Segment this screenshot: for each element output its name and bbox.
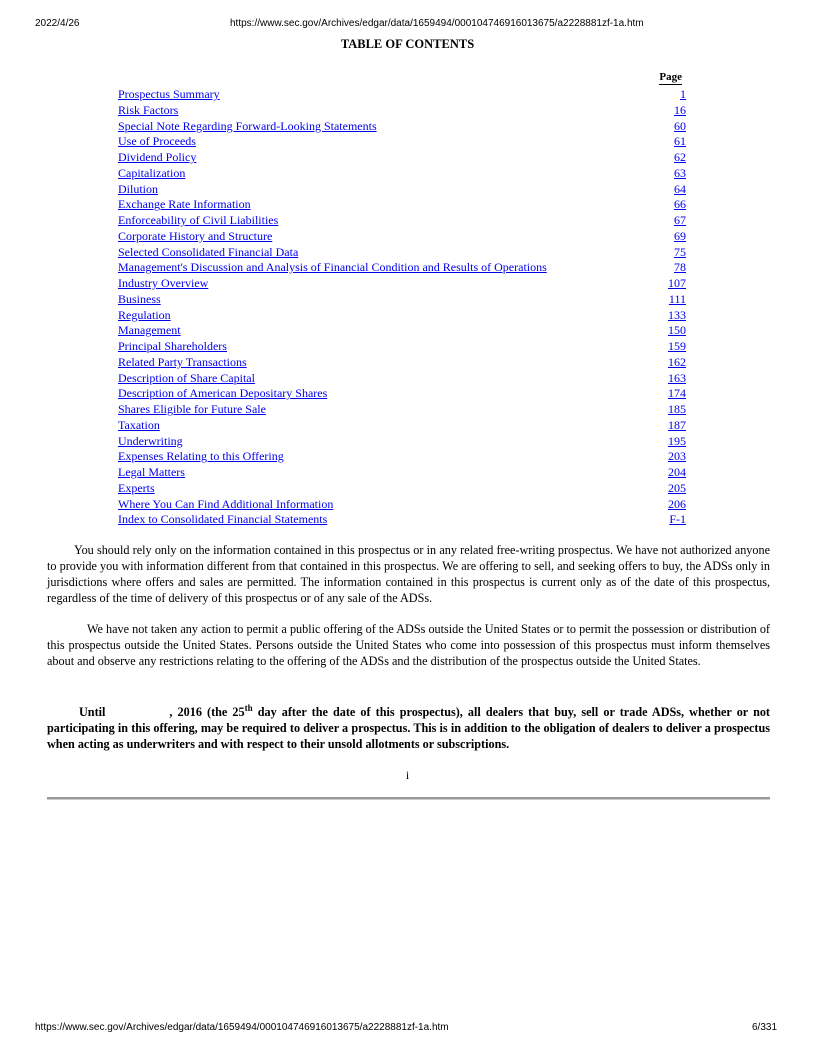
notice-start: Until (79, 705, 106, 719)
toc-page-link[interactable]: 159 (668, 339, 686, 353)
toc-page-link[interactable]: 150 (668, 323, 686, 338)
ordinal-suffix: th (244, 702, 253, 713)
toc-entry (118, 150, 686, 166)
toc-link[interactable]: Use of Proceeds (118, 134, 196, 149)
toc-page-link[interactable]: 63 (674, 165, 686, 180)
toc-page-link[interactable]: 107 (668, 276, 686, 290)
print-page-count: 6/331 (752, 1022, 778, 1033)
toc-link[interactable]: Business (118, 291, 161, 306)
toc-link[interactable]: Management's Discussion and Analysis of Financial Condition and Results of Operations (118, 260, 547, 275)
toc-entry (118, 182, 686, 198)
toc-entry (118, 197, 686, 213)
paragraph-text: We have not taken any action to permit a public offering of the ADSs outside the United States or to permit the possession or distribution of this prospectus outside the United States. Persons outside the United States who come into possession of this prospectus must inform themselves about and observe any restrictions relating to the offering of the ADSs and the distribution of the prospectus outside the United States. (47, 622, 770, 668)
toc-entry (118, 418, 686, 434)
toc-link[interactable]: Dividend Policy (118, 150, 197, 164)
toc-entry (118, 119, 686, 135)
toc-link[interactable]: Taxation (118, 417, 160, 432)
toc-link[interactable]: Where You Can Find Additional Information (118, 496, 334, 511)
toc-link[interactable]: Expenses Relating to this Offering (118, 449, 284, 464)
toc-page-link[interactable]: 16 (674, 102, 686, 117)
toc-link[interactable]: Shares Eligible for Future Sale (118, 402, 266, 416)
toc-entry (118, 87, 686, 103)
toc-page-link[interactable]: 185 (668, 402, 686, 416)
page-url-footer: https://www.sec.gov/Archives/edgar/data/1659494/000104746916013675/a2228881zf-1a.htm (35, 1022, 449, 1033)
toc-link[interactable]: Special Note Regarding Forward-Looking Statements (118, 118, 377, 133)
toc-link[interactable]: Exchange Rate Information (118, 197, 251, 212)
toc-page-link[interactable]: 204 (668, 465, 686, 479)
toc-link[interactable]: Related Party Transactions (118, 354, 247, 369)
dealer-prospectus-notice (47, 704, 770, 752)
toc-entry (118, 481, 686, 497)
toc-entry (118, 402, 686, 418)
toc-page-link[interactable]: 75 (674, 244, 686, 259)
toc-page-link[interactable]: 195 (668, 433, 686, 448)
toc-entry (118, 276, 686, 292)
toc-entry (118, 134, 686, 150)
toc-entry (118, 260, 686, 276)
toc-entry (118, 292, 686, 308)
toc-entry (118, 213, 686, 229)
toc-link[interactable]: Legal Matters (118, 465, 185, 479)
toc-entry (118, 449, 686, 465)
toc-entry (118, 512, 686, 528)
toc-link[interactable]: Principal Shareholders (118, 339, 227, 353)
toc-entry (118, 103, 686, 119)
toc-link[interactable]: Enforceability of Civil Liabilities (118, 213, 279, 227)
toc-entry (118, 339, 686, 355)
paragraph-text: You should rely only on the information contained in this prospectus or in any related free-writing prospectus. We have not authorized anyone to provide you with information different from that contained in this prospectus. We are offering to sell, and seeking offers to buy, the ADSs only in jurisdictions where offers and sales are permitted. The information contained in this prospectus is current only as of the date of this prospectus, regardless of the time of delivery of this prospectus or of any sale of the ADSs. (47, 543, 770, 605)
toc-entry (118, 308, 686, 324)
toc-entry (118, 355, 686, 371)
toc-page-link[interactable]: 60 (674, 118, 686, 133)
toc-page-link[interactable]: 163 (668, 370, 686, 385)
toc-link[interactable]: Management (118, 323, 181, 338)
toc-link[interactable]: Selected Consolidated Financial Data (118, 244, 299, 259)
toc-page-link[interactable]: 162 (668, 354, 686, 369)
toc-page-link[interactable]: 67 (674, 213, 686, 227)
toc-page-link[interactable]: 78 (674, 260, 686, 275)
toc-link[interactable]: Description of American Depositary Shares (118, 386, 328, 401)
toc-entry (118, 497, 686, 513)
page-number: i (405, 768, 410, 782)
toc-entry (118, 371, 686, 387)
toc-link[interactable]: Index to Consolidated Financial Statements (118, 512, 328, 527)
toc-entry (118, 386, 686, 402)
toc-page-link[interactable]: 187 (668, 417, 686, 432)
toc-page-link[interactable]: F-1 (669, 512, 686, 527)
toc-page-link[interactable]: 66 (674, 197, 686, 212)
toc-link[interactable]: Experts (118, 480, 155, 495)
page-divider (47, 797, 770, 800)
toc-page-link[interactable]: 206 (668, 496, 686, 511)
toc-page-link[interactable]: 133 (668, 307, 686, 322)
toc-entry (118, 323, 686, 339)
toc-page-link[interactable]: 64 (674, 181, 686, 196)
toc-entry (118, 434, 686, 450)
notice-date: , 2016 (the 25 (169, 705, 245, 719)
toc-link[interactable]: Industry Overview (118, 276, 209, 290)
notice-text: day after the date of this prospectus), all dealers that buy, sell or trade ADSs, whether or not participating in this offering, may be required to deliver a prospectus. This is in addition to the obligation of dealers to deliver a prospectus when acting as underwriters and with respect to their unsold allotments or subscriptions. (47, 705, 770, 751)
toc-page-link[interactable]: 62 (674, 150, 686, 164)
toc-title: TABLE OF CONTENTS (340, 37, 475, 51)
toc-link[interactable]: Corporate History and Structure (118, 228, 273, 243)
offering-restriction-paragraph (47, 621, 770, 669)
toc-link[interactable]: Capitalization (118, 165, 186, 180)
toc-link[interactable]: Regulation (118, 307, 171, 322)
toc-link[interactable]: Dilution (118, 181, 159, 196)
reliance-paragraph (47, 542, 770, 606)
page-url-header: https://www.sec.gov/Archives/edgar/data/1659494/000104746916013675/a2228881zf-1a.htm (230, 18, 644, 29)
toc-link[interactable]: Prospectus Summary (118, 87, 220, 101)
print-date: 2022/4/26 (35, 18, 80, 29)
toc-page-link[interactable]: 111 (668, 291, 686, 306)
toc-page-link[interactable]: 203 (668, 449, 686, 464)
toc-link[interactable]: Underwriting (118, 433, 183, 448)
toc-entry (118, 245, 686, 261)
toc-page-link[interactable]: 69 (674, 228, 686, 243)
toc-page-link[interactable]: 205 (668, 480, 686, 495)
table-of-contents (118, 87, 686, 528)
toc-page-link[interactable]: 174 (668, 386, 686, 401)
toc-page-column-header: Page (659, 71, 682, 83)
toc-link[interactable]: Risk Factors (118, 102, 179, 117)
toc-entry (118, 166, 686, 182)
toc-entry (118, 229, 686, 245)
toc-page-link[interactable]: 1 (680, 87, 686, 101)
toc-entry (118, 465, 686, 481)
toc-link[interactable]: Description of Share Capital (118, 370, 255, 385)
toc-page-link[interactable]: 61 (674, 134, 686, 149)
